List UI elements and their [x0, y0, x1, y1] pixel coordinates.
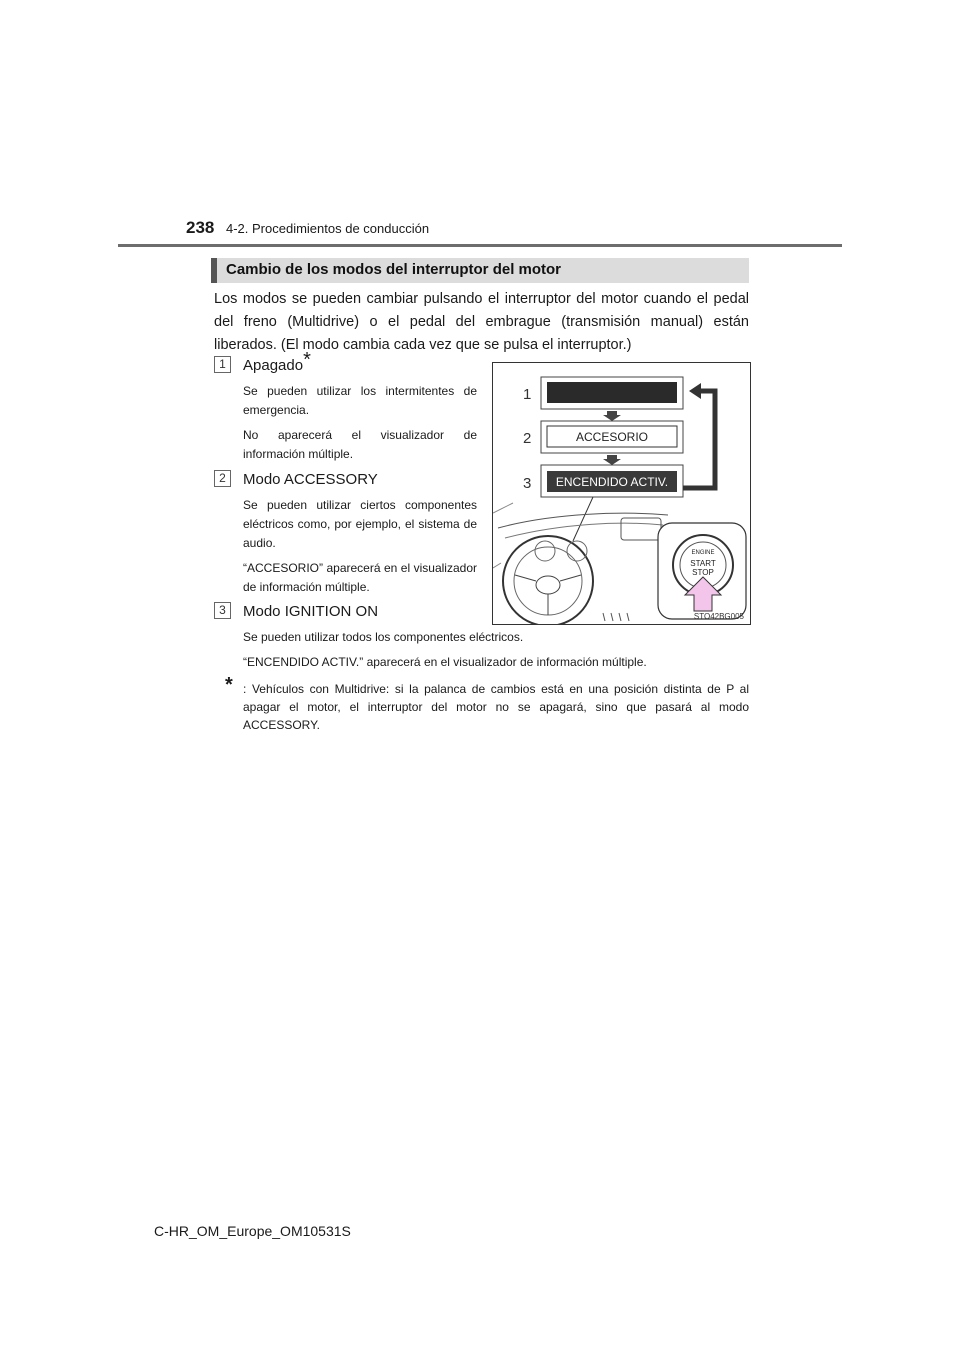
asterisk-marker: *	[303, 349, 311, 371]
item-title-2: Modo ACCESSORY	[243, 471, 378, 488]
chapter-title: 4-2. Procedimientos de conducción	[226, 221, 430, 236]
display-ignition-text: ENCENDIDO ACTIV.	[555, 475, 669, 489]
item-number-1: 1	[214, 356, 231, 373]
cycle-arrowhead-icon	[689, 383, 701, 399]
engine-switch-illustration	[492, 362, 751, 625]
figure-label-1: 1	[523, 386, 532, 403]
figure-label-3: 3	[523, 475, 532, 492]
down-arrow-icon	[603, 411, 621, 421]
item-1-note-2: No aparecerá el visualizador de información múltiple.	[243, 428, 477, 461]
display-accessory-text: ACCESORIO	[575, 430, 649, 444]
figure-code: STO42BG005	[693, 612, 744, 621]
intro-paragraph: Los modos se pueden cambiar pulsando el interruptor del motor cuando el pedal del freno (Multidrive) o el pedal del embrague (transmisión manual) están liberados. (El modo cambia cada vez que se pulsa el interruptor.)	[214, 291, 749, 353]
button-label-engine: ENGINE	[691, 550, 715, 556]
item-3-note-1: Se pueden utilizar todos los componentes eléctricos.	[243, 630, 524, 644]
item-title-1	[243, 349, 311, 374]
down-arrow-icon	[603, 455, 621, 465]
item-number-2: 2	[214, 470, 231, 487]
section-heading	[211, 258, 749, 283]
footnote-text: : Vehículos con Multidrive: si la palanca de cambios está en una posición distinta de P al apagar el motor, el interruptor del motor no se apagará, sino que pasará al modo ACCESSORY.	[243, 682, 749, 732]
cycle-arrow	[683, 391, 715, 488]
item-title-1-text: Apagado	[243, 357, 304, 374]
figure-label-2: 2	[523, 430, 532, 447]
button-label-start: START	[690, 559, 716, 568]
page-number: 238	[186, 218, 215, 237]
illustration-svg	[493, 363, 750, 624]
item-number-3: 3	[214, 602, 231, 619]
document-id: C-HR_OM_Europe_OM10531S	[154, 1223, 351, 1239]
item-1-note-1: Se pueden utilizar los intermitentes de emergencia.	[243, 384, 477, 417]
footnote-marker: *	[225, 674, 233, 696]
section-title: Cambio de los modos del interruptor del motor	[226, 261, 562, 278]
section-heading-bar	[211, 258, 217, 283]
item-2-note-2: “ACCESORIO” aparecerá en el visualizador de información múltiple.	[243, 561, 477, 594]
center-screen-icon	[621, 518, 661, 540]
item-title-3: Modo IGNITION ON	[243, 603, 379, 620]
button-label-stop: STOP	[692, 568, 714, 577]
header-rule	[118, 244, 842, 247]
display-off-panel	[547, 382, 677, 403]
item-3-note-2: “ENCENDIDO ACTIV.” aparecerá en el visualizador de información múltiple.	[243, 655, 647, 669]
item-2-note-1: Se pueden utilizar ciertos componentes eléctricos como, por ejemplo, el sistema de audio.	[243, 498, 477, 550]
